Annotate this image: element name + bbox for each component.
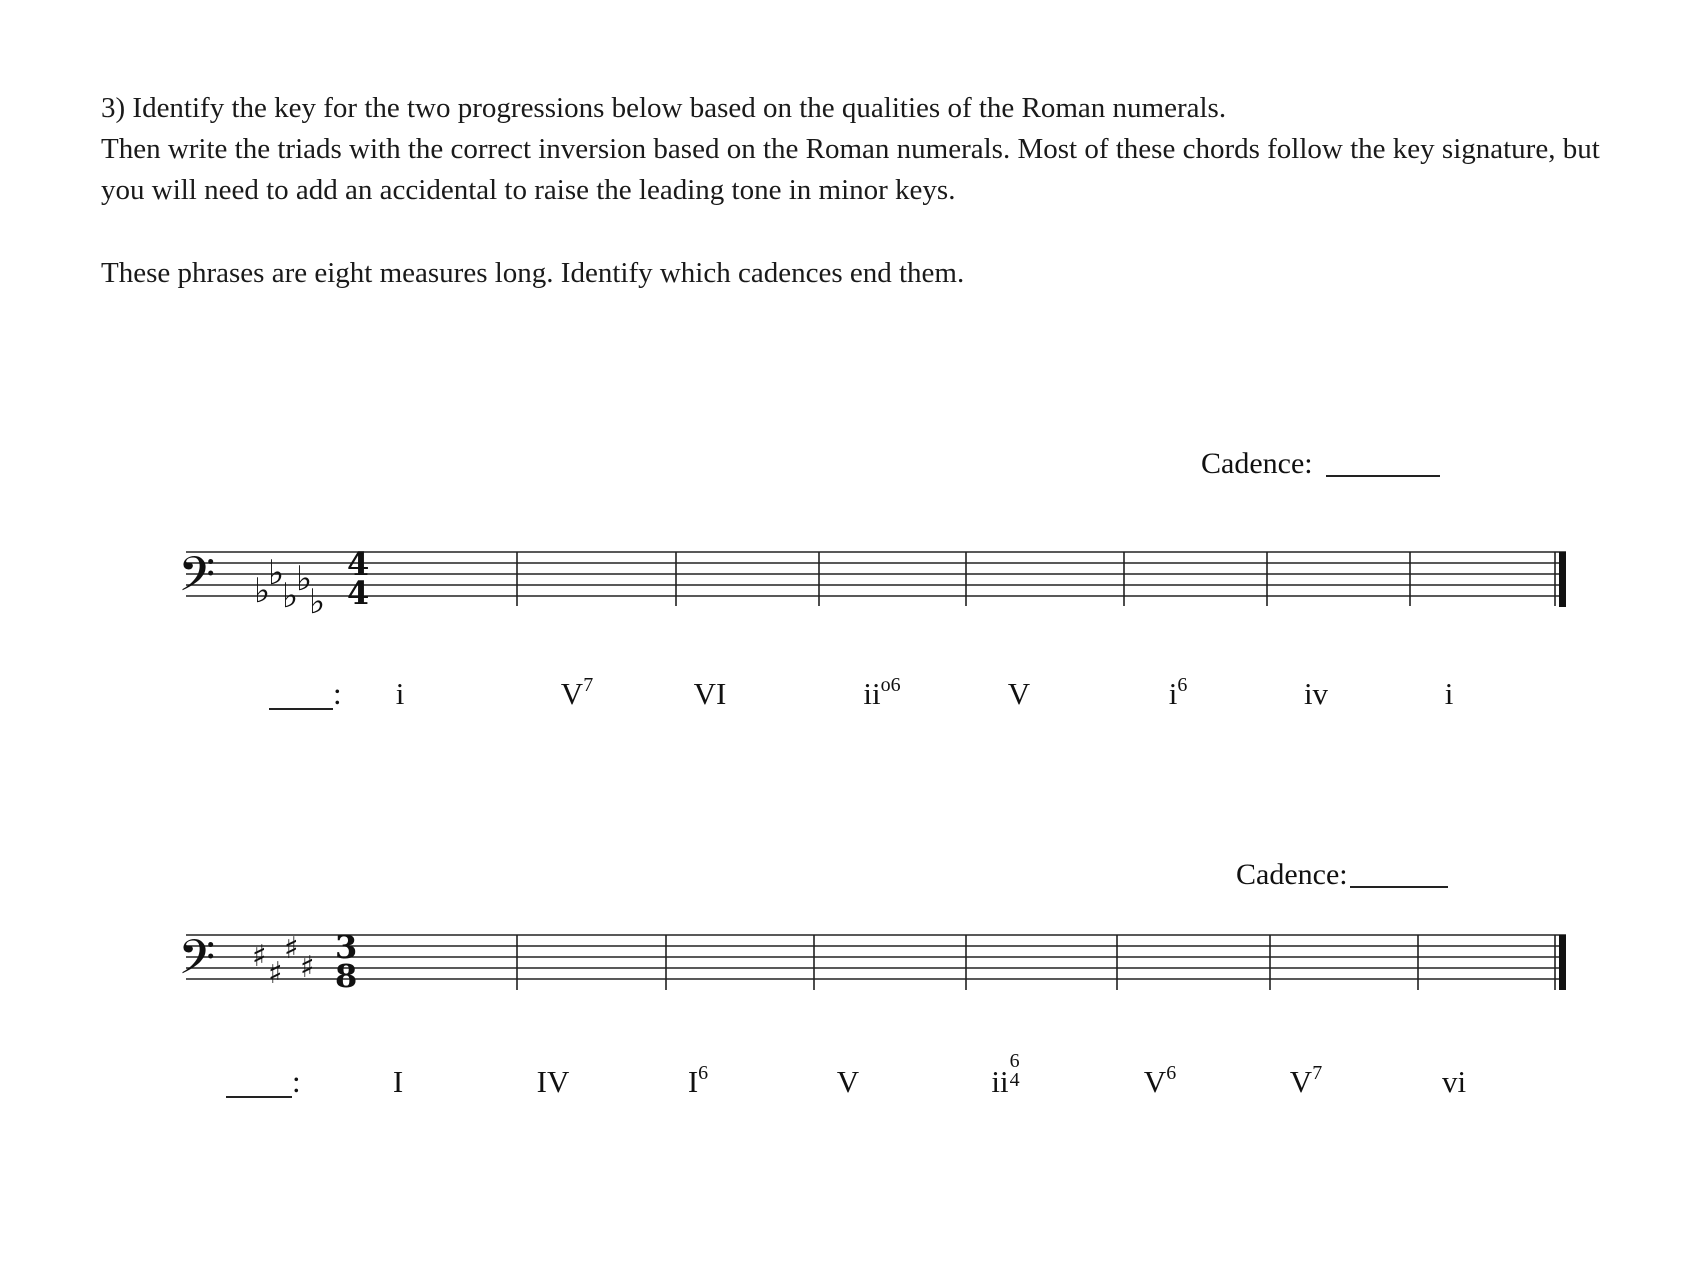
svg-text:♯: ♯ — [268, 956, 283, 991]
roman-numeral: $V^7$ — [560, 674, 594, 711]
roman-numeral: IV — [536, 1064, 570, 1099]
key-blank-2[interactable] — [226, 1064, 301, 1100]
roman-numeral: $i^6$ — [1168, 674, 1188, 711]
roman-numeral: $V^7$ — [1289, 1062, 1323, 1099]
roman-numeral: $V^6$ — [1143, 1062, 1177, 1099]
roman-numeral: VI — [693, 676, 727, 711]
key-signature-sharps — [252, 931, 315, 991]
cadence-text: Cadence: — [1201, 447, 1313, 480]
final-barline-2 — [1559, 935, 1566, 990]
svg-text:♭: ♭ — [254, 571, 271, 611]
roman-numeral: vi — [1441, 1064, 1467, 1099]
roman-numeral: i — [1444, 676, 1454, 711]
key-answer-line[interactable] — [226, 1072, 292, 1098]
roman-numeral: $ii^{o6}$ — [863, 674, 901, 711]
key-colon: : — [333, 676, 342, 711]
key-colon: : — [292, 1064, 301, 1099]
svg-text:♭: ♭ — [296, 559, 313, 599]
bass-clef-icon: 𝄢 — [178, 929, 216, 997]
instruction-line-3: These phrases are eight measures long. Identify which cadences end them. — [101, 257, 965, 289]
bass-clef-icon: 𝄢 — [178, 546, 216, 614]
instruction-line-2: Then write the triads with the correct inversion based on the Roman numerals. Most of these chords follow the key signature, but you will need to add an accidental to raise the leading tone in minor keys. — [101, 133, 1600, 206]
time-signature-2 — [335, 928, 357, 995]
svg-text:4: 4 — [347, 545, 370, 583]
roman-numeral: I — [392, 1064, 404, 1099]
svg-text:♯: ♯ — [284, 931, 299, 966]
svg-text:3: 3 — [335, 928, 358, 966]
svg-text:♯: ♯ — [300, 950, 315, 985]
roman-numeral: i — [395, 676, 405, 711]
figured-bass: 6 4 — [1009, 1050, 1020, 1091]
svg-text:8: 8 — [335, 957, 358, 995]
svg-text:♭: ♭ — [282, 576, 299, 616]
roman-numeral: $I^6$ — [687, 1062, 709, 1099]
roman-numeral: V — [836, 1064, 860, 1099]
roman-numeral: ii 6 4 — [991, 1064, 1022, 1100]
roman-numeral: iv — [1303, 676, 1329, 711]
instruction-line-1: 3) Identify the key for the two progressions below based on the qualities of the Roman numerals. — [101, 92, 1227, 124]
barlines-2 — [517, 935, 1555, 990]
svg-text:4: 4 — [347, 574, 370, 612]
svg-text:♭: ♭ — [268, 553, 285, 593]
cadence-text: Cadence: — [1236, 858, 1348, 891]
roman-numeral: V — [1007, 676, 1031, 711]
svg-text:♭: ♭ — [309, 582, 326, 622]
svg-text:♯: ♯ — [252, 939, 267, 974]
